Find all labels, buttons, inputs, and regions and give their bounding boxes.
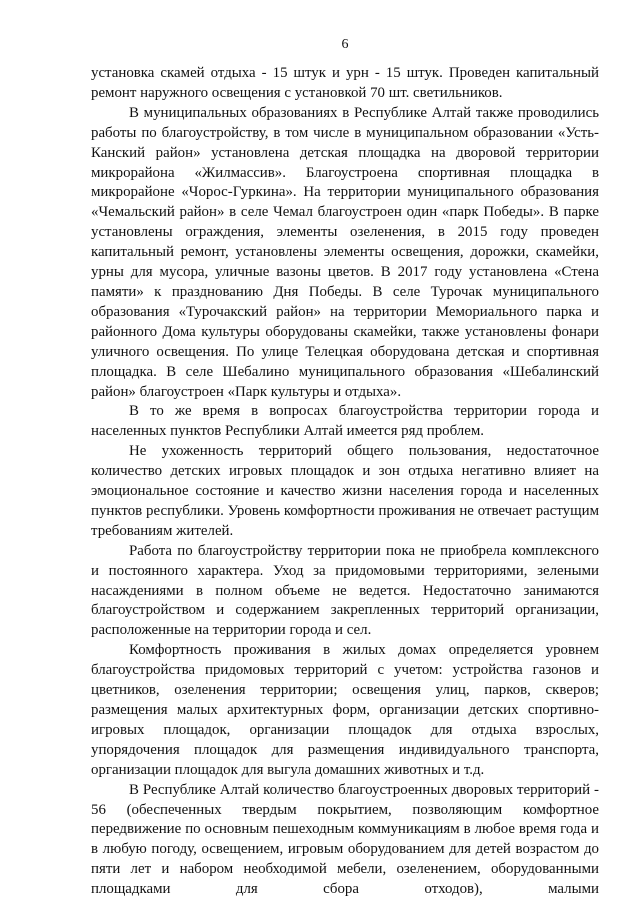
- paragraph-public-areas: Не ухоженность территорий общего пользования, недостаточное количество детских игровых площадок и зон отдыха негативно влияет на эмоциональное состояние и качество жизни населения города и населенных пунктов республики. Уровень комфортности проживания не отвечает растущим требованиям жителей.: [91, 443, 599, 539]
- paragraph-problems-intro: В то же время в вопросах благоустройства территории города и населенных пунктов Республики Алтай имеется ряд проблем.: [91, 403, 599, 440]
- paragraph-municipal-works: В муниципальных образованиях в Республике Алтай также проводились работы по благоустройству, в том числе в муниципальном образовании «Усть-Канский район» установлена детская площадка на дворовой территории микрорайона «Жилмассив». Благоустроена спортивная площадка в микрорайоне «Чорос-Гуркина». На территории муниципального образования «Чемальский район» в селе Чемал благоустроен один «парк Победы». В парке установлены ограждения, элементы озеленения, в 2015 году проведен капитальный ремонт, установлены элементы освещения, дорожки, скамейки, урны для мусора, уличные вазоны цветов. В 2017 году установлена «Стена памяти» к празднованию Дня Победы. В селе Турочак муниципального образования «Турочакский район» на территории Мемориального парка и районного Дома культуры оборудованы скамейки, также установлены фонари уличного освещения. По улице Телецкая оборудована детская и спортивная площадка. В селе Шебалино муниципального образования «Шебалинский район» благоустроен «Парк культуры и отдыха».: [91, 104, 599, 400]
- paragraph-yard-territories: В Республике Алтай количество благоустроенных дворовых территорий - 56 (обеспеченных твердым покрытием, позволяющим комфортное передвижение по основным пешеходным коммуникациям в любое время года и в любую погоду, освещением, игровым оборудованием для детей возрастом до пяти лет и набором необходимой мебели, озеленением, оборудованными площадками для сбора отходов), малыми: [91, 781, 599, 898]
- paragraph-continuation: установка скамей отдыха - 15 штук и урн - 15 штук. Проведен капитальный ремонт наружного освещения с установкой 70 шт. светильников.: [91, 65, 599, 101]
- paragraph-comfort-level: Комфортность проживания в жилых домах определяется уровнем благоустройства придомовых территорий с учетом: устройства газонов и цветников, озеленения территории; освещения улиц, парков, скверов; размещения малых архитектурных форм, организации детских спортивно-игровых площадок, организации площадок для отдыха взрослых, упорядочения площадок для размещения индивидуального транспорта, организации площадок для выгула домашних животных и т.д.: [91, 642, 599, 778]
- page-number: 6: [341, 37, 349, 52]
- paragraph-work-character: Работа по благоустройству территории пока не приобрела комплексного и постоянного характера. Уход за придомовыми территориями, зелеными насаждениями в полном объеме не ведется. Недостаточно занимаются благоустройством и содержанием закрепленных территорий организации, расположенные на территории города и сел.: [91, 542, 599, 639]
